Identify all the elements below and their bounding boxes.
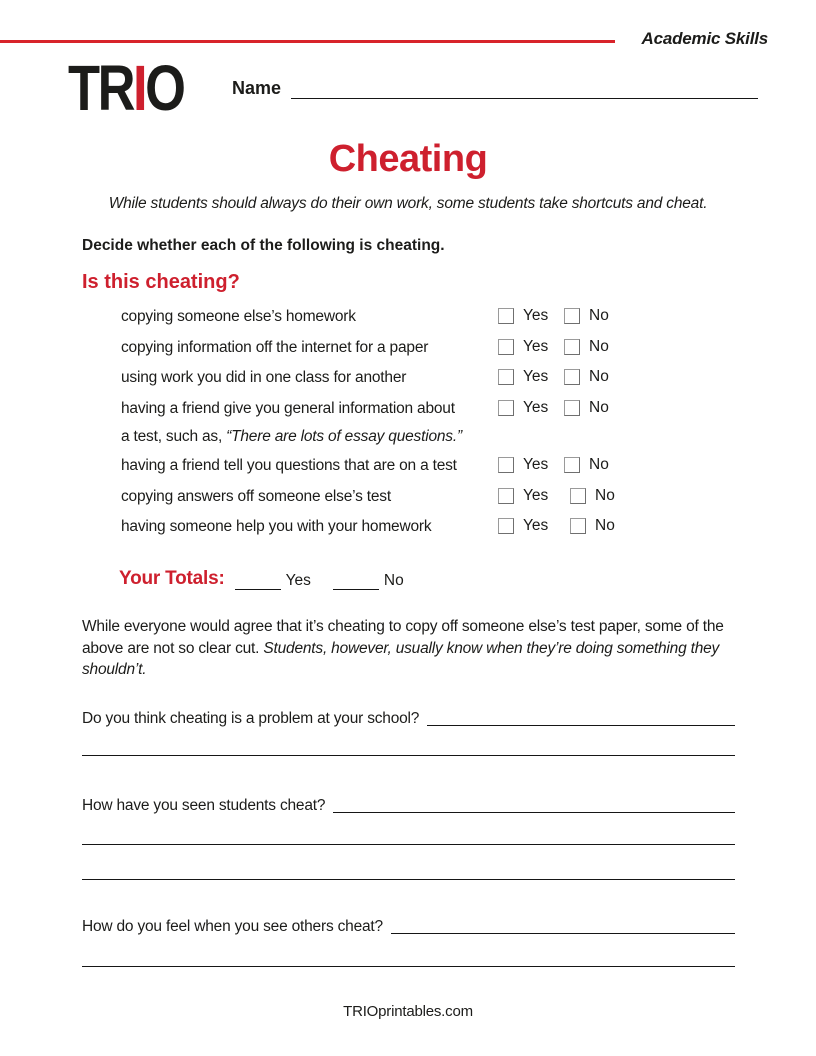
yes-checkbox[interactable] xyxy=(498,339,514,355)
answer-blank-inline[interactable] xyxy=(333,795,735,813)
no-label: No xyxy=(595,517,615,534)
no-checkbox[interactable] xyxy=(564,400,580,416)
answer-blank-inline[interactable] xyxy=(391,916,735,934)
name-blank-line[interactable] xyxy=(291,76,758,99)
no-checkbox[interactable] xyxy=(570,518,586,534)
no-label: No xyxy=(589,307,609,324)
paragraph-italic: Students, however, usually know when they’re doing something they shouldn’t. xyxy=(82,639,720,678)
no-choice xyxy=(564,456,609,474)
no-choice xyxy=(564,399,609,417)
footer-site-url: TRIOprintables.com xyxy=(343,1003,473,1020)
no-choice xyxy=(570,487,615,505)
checklist-row xyxy=(0,399,816,421)
yes-label: Yes xyxy=(523,338,549,355)
question-label: How have you seen students cheat? xyxy=(82,797,326,814)
checklist-item-text: copying answers off someone else’s test xyxy=(121,488,391,505)
yes-label: Yes xyxy=(523,399,549,416)
yes-checkbox[interactable] xyxy=(498,518,514,534)
yes-label: Yes xyxy=(523,517,549,534)
yes-label: Yes xyxy=(523,368,549,385)
page-title: Cheating xyxy=(328,138,488,180)
checklist-item-text: copying someone else’s homework xyxy=(121,308,356,325)
yes-checkbox[interactable] xyxy=(498,488,514,504)
checklist-item-text: having a friend give you general information about xyxy=(121,400,455,417)
answer-line[interactable] xyxy=(82,879,735,880)
totals-no-label: No xyxy=(383,572,404,589)
logo-part-o: O xyxy=(145,52,184,124)
totals-yes-blank[interactable] xyxy=(235,576,281,590)
answer-line[interactable] xyxy=(82,755,735,756)
totals-label: Your Totals: xyxy=(119,568,225,589)
question-row xyxy=(82,708,735,729)
yes-checkbox[interactable] xyxy=(498,308,514,324)
totals-yes-label: Yes xyxy=(285,572,311,589)
yes-label: Yes xyxy=(523,307,549,324)
yes-checkbox[interactable] xyxy=(498,369,514,385)
no-choice xyxy=(570,517,615,535)
no-checkbox[interactable] xyxy=(564,457,580,473)
checklist-row xyxy=(0,368,816,390)
no-label: No xyxy=(589,368,609,385)
yes-choice xyxy=(498,338,548,356)
no-label: No xyxy=(589,399,609,416)
yes-checkbox[interactable] xyxy=(498,400,514,416)
logo-part-i: I xyxy=(133,52,146,124)
no-checkbox[interactable] xyxy=(564,339,580,355)
answer-line[interactable] xyxy=(82,844,735,845)
paragraph-regular: While everyone would agree that it’s cheating to copy off someone else’s test paper, some of the above are not so clear cut. xyxy=(82,618,724,657)
subtitle: While students should always do their own work, some students take shortcuts and cheat. xyxy=(108,195,708,212)
name-row xyxy=(232,76,758,100)
checklist-row xyxy=(0,338,816,360)
no-choice xyxy=(564,368,609,386)
question-label: How do you feel when you see others cheat? xyxy=(82,918,383,935)
checklist-row xyxy=(0,456,816,478)
question-label: Do you think cheating is a problem at your school? xyxy=(82,710,420,727)
yes-choice xyxy=(498,517,548,535)
checklist-item-text: having a friend tell you questions that are on a test xyxy=(121,457,457,474)
name-label: Name xyxy=(232,78,282,98)
yes-label: Yes xyxy=(523,456,549,473)
no-checkbox[interactable] xyxy=(564,369,580,385)
question-row xyxy=(82,916,735,937)
checklist-item-text: copying information off the internet for a paper xyxy=(121,339,429,356)
checklist-item-continuation xyxy=(121,427,462,447)
yes-choice xyxy=(498,487,548,505)
yes-choice xyxy=(498,456,548,474)
checklist-item-text: having someone help you with your homework xyxy=(121,518,432,535)
checklist-item-text: using work you did in one class for another xyxy=(121,369,407,386)
discussion-paragraph xyxy=(82,616,740,681)
yes-label: Yes xyxy=(523,487,549,504)
answer-line[interactable] xyxy=(82,966,735,967)
totals-row xyxy=(119,568,404,590)
checklist-row xyxy=(0,487,816,509)
yes-checkbox[interactable] xyxy=(498,457,514,473)
category-label: Academic Skills xyxy=(641,29,768,48)
yes-choice xyxy=(498,307,548,325)
no-choice xyxy=(564,307,609,325)
no-checkbox[interactable] xyxy=(564,308,580,324)
answer-blank-inline[interactable] xyxy=(427,708,735,726)
totals-no-blank[interactable] xyxy=(333,576,379,590)
no-label: No xyxy=(589,456,609,473)
yes-choice xyxy=(498,368,548,386)
logo-part-tr: TR xyxy=(68,52,134,124)
trio-logo xyxy=(68,52,184,124)
no-label: No xyxy=(595,487,615,504)
header-red-rule xyxy=(0,40,615,43)
no-choice xyxy=(564,338,609,356)
continuation-italic: “There are lots of essay questions.” xyxy=(226,428,462,445)
no-label: No xyxy=(589,338,609,355)
section-heading: Is this cheating? xyxy=(82,271,240,293)
directions-text: Decide whether each of the following is cheating. xyxy=(82,237,445,254)
question-row xyxy=(82,795,735,816)
continuation-regular: a test, such as, xyxy=(121,428,227,445)
yes-choice xyxy=(498,399,548,417)
no-checkbox[interactable] xyxy=(570,488,586,504)
checklist-row xyxy=(0,307,816,329)
checklist-row xyxy=(0,517,816,539)
